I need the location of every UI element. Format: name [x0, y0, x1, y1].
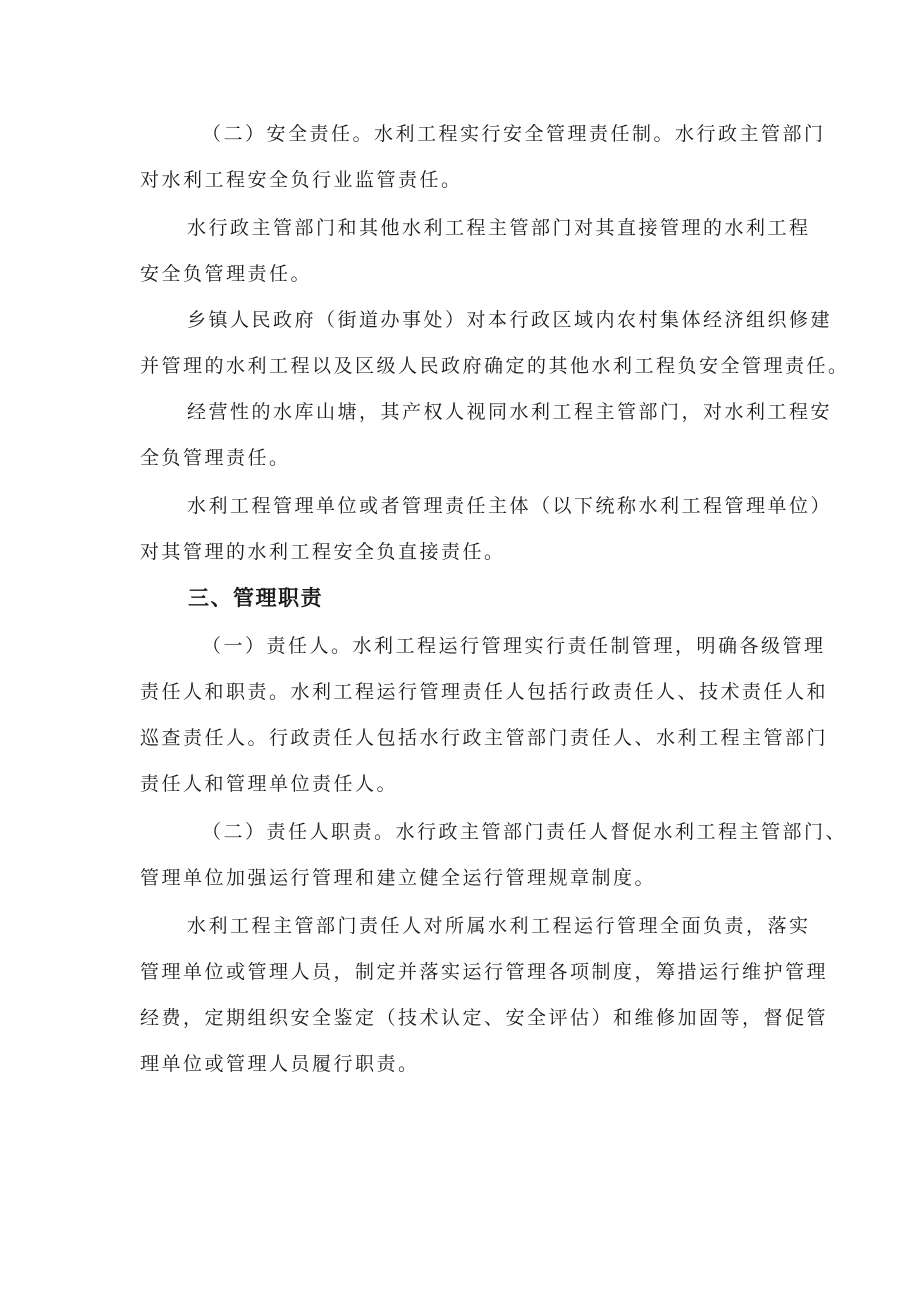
- paragraph-township-government-line-1: 乡镇人民政府（街道办事处）对本行政区域内农村集体经济组织修建: [187, 309, 833, 331]
- paragraph-person-duties-line-2: 管理单位加强运行管理和建立健全运行管理规章制度。: [140, 867, 657, 889]
- paragraph-responsible-person-line-4: 责任人和管理单位责任人。: [140, 773, 399, 795]
- paragraph-competent-department-line-3: 经费，定期组织安全鉴定（技术认定、安全评估）和维修加固等，督促管: [140, 1007, 829, 1029]
- paragraph-management-unit-line-1: 水利工程管理单位或者管理责任主体（以下统称水利工程管理单位）: [187, 495, 833, 517]
- paragraph-responsible-person-line-2: 责任人和职责。水利工程运行管理责任人包括行政责任人、技术责任人和: [140, 681, 829, 703]
- paragraph-competent-department-line-2: 管理单位或管理人员，制定并落实运行管理各项制度，筹措运行维护管理: [140, 961, 829, 983]
- paragraph-direct-management-line-2: 安全负管理责任。: [140, 263, 313, 285]
- section-heading-management-duties: 三、管理职责: [188, 586, 323, 610]
- paragraph-person-duties-line-1: （二）责任人职责。水行政主管部门责任人督促水利工程主管部门、: [202, 821, 848, 843]
- paragraph-responsible-person-line-3: 巡查责任人。行政责任人包括水行政主管部门责任人、水利工程主管部门: [140, 727, 829, 749]
- paragraph-responsible-person-line-1: （一）责任人。水利工程运行管理实行责任制管理，明确各级管理: [202, 635, 826, 657]
- paragraph-commercial-reservoir-line-2: 全负管理责任。: [140, 447, 291, 469]
- paragraph-competent-department-line-4: 理单位或管理人员履行职责。: [140, 1053, 420, 1075]
- paragraph-competent-department-line-1: 水利工程主管部门责任人对所属水利工程运行管理全面负责，落实: [187, 915, 811, 937]
- paragraph-commercial-reservoir-line-1: 经营性的水库山塘，其产权人视同水利工程主管部门，对水利工程安: [187, 401, 833, 423]
- paragraph-direct-management-line-1: 水行政主管部门和其他水利工程主管部门对其直接管理的水利工程: [187, 217, 811, 239]
- paragraph-safety-responsibility-line-1: （二）安全责任。水利工程实行安全管理责任制。水行政主管部门: [202, 123, 826, 145]
- paragraph-township-government-line-2: 并管理的水利工程以及区级人民政府确定的其他水利工程负安全管理责任。: [140, 355, 850, 377]
- paragraph-management-unit-line-2: 对其管理的水利工程安全负直接责任。: [140, 541, 506, 563]
- paragraph-safety-responsibility-line-2: 对水利工程安全负行业监管责任。: [140, 169, 463, 191]
